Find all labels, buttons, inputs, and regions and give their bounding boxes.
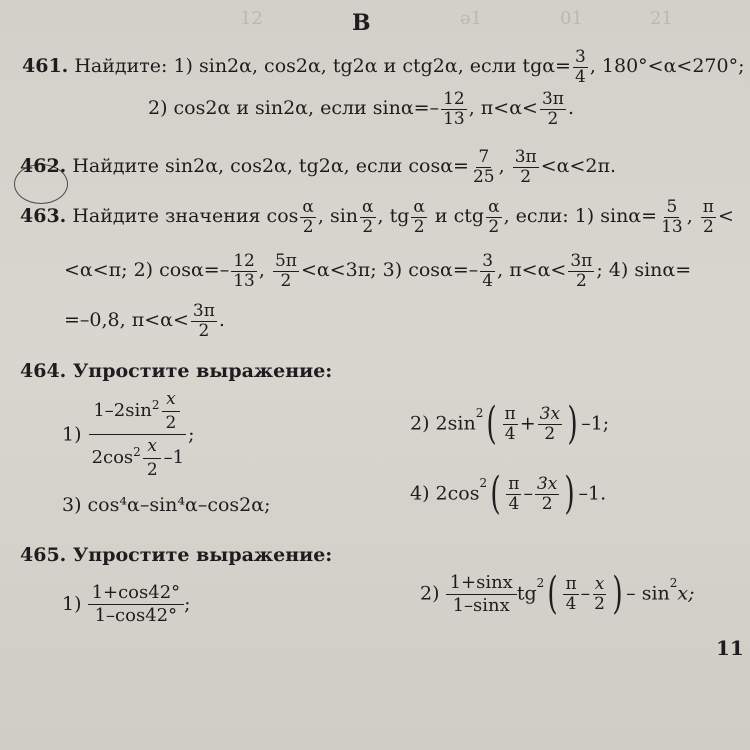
problem-464-item-4: 4) $2\cos^2$( $\frac{\pi}{4}$ – $\frac{3x}{2}$ ) –1.: [410, 468, 607, 519]
expression-fraction: $\frac{1+\cos 42^\circ}{1-\cos 42^\circ}$: [88, 584, 185, 625]
problem-465-title: 465. Упростите выражение:: [20, 544, 333, 566]
problem-number: 463.: [20, 205, 67, 228]
fraction: $\frac{x}{2}$: [594, 573, 605, 614]
fraction: $\frac{\pi}{4}$: [504, 403, 516, 444]
fraction: $\frac{3}{4}$: [574, 47, 586, 87]
problem-465-item-2: 2) $\frac{1+\sin x}{1-\sin x}$ $tg^2$( $\frac{\pi}{4}$ – $\frac{x}{2}$ ) – $\sin^2x$;: [420, 568, 695, 619]
problem-464-item-3: 3) cos⁴α–sin⁴α–cos2α;: [62, 494, 271, 516]
problem-text: Найдите: 1) sin2α, cos2α, tg2α и ctg2α, если tgα=: [74, 55, 571, 78]
fraction: $\frac{\pi}{2}$: [702, 197, 714, 237]
problem-number: 461.: [22, 55, 69, 78]
fraction: $\frac{3x}{2}$: [539, 403, 561, 444]
fraction: $\frac{\alpha}{2}$: [362, 197, 374, 237]
fraction: $\frac{3\pi}{2}$: [541, 89, 564, 129]
problem-463-line-2: <α<π; 2) cosα=– $\frac{12}{13}$ , $\frac{5\pi}{2}$ <α<3π; 3) cosα=– $\frac{3}{4}$ , π<α< $\frac{3\pi}{2}$ ; 4) sinα=: [64, 251, 692, 291]
fraction: $\frac{\pi}{4}$: [508, 473, 520, 514]
problem-number: 462.: [20, 155, 67, 178]
problem-464-title: 464. Упростите выражение:: [20, 360, 333, 382]
bleed-through-text: 01: [560, 8, 583, 29]
fraction: $\frac{3\pi}{2}$: [514, 147, 537, 187]
problem-462-line: 462. Найдите sin2α, cos2α, tg2α, если cosα= $\frac{7}{25}$ , $\frac{3\pi}{2}$ <α<2π.: [20, 147, 617, 187]
fraction: $\frac{3x}{2}$: [536, 473, 558, 514]
problem-464-item-2: 2) $2\sin^2$( $\frac{\pi}{4}$ + $\frac{3x}{2}$ ) –1;: [410, 398, 610, 449]
problem-461-line-2: 2) cos2α и sin2α, если sinα=– $\frac{12}{13}$ , π<α< $\frac{3\pi}{2}$ .: [148, 89, 575, 129]
fraction: $\frac{\pi}{4}$: [565, 573, 577, 614]
fraction: $\frac{\alpha}{2}$: [413, 197, 425, 237]
fraction: $\frac{3\pi}{2}$: [570, 251, 593, 291]
problem-text: , 180°<α<270°;: [589, 55, 745, 78]
problem-text: , π<α<: [468, 97, 538, 120]
fraction: $\frac{5\pi}{2}$: [274, 251, 297, 291]
problem-text: Найдите sin2α, cos2α, tg2α, если cosα=: [72, 155, 469, 178]
expression-fraction: $1-2\sin^2$ $\frac{x}{2}$ $2\cos^2$ $\frac{x}{2}$ –1: [88, 390, 189, 480]
problem-463-line-1: 463. Найдите значения cos $\frac{\alpha}{2}$ , sin $\frac{\alpha}{2}$ , tg $\frac{\alpha}{2}$ и ctg $\frac{\alpha}{2}$ , если: 1) sinα= $\frac{5}{13}$ , $\frac{\pi}{2}$ <: [20, 197, 734, 237]
bleed-through-text: 21: [650, 8, 673, 29]
fraction: $\frac{12}{13}$: [233, 251, 255, 291]
bleed-through-text: 12: [240, 8, 263, 29]
expression-fraction: $\frac{1+\sin x}{1-\sin x}$: [446, 574, 517, 615]
section-letter: В: [352, 10, 371, 36]
problem-464-item-1: 1) $1-2\sin^2$ $\frac{x}{2}$ $2\cos^2$ $\frac{x}{2}$ –1 ;: [62, 389, 195, 481]
problem-text: 2) cos2α и sin2α, если sinα=–: [148, 97, 440, 120]
fraction: $\frac{7}{25}$: [472, 147, 495, 187]
fraction: $\frac{3\pi}{2}$: [192, 301, 215, 341]
fraction: $\frac{5}{13}$: [661, 197, 683, 237]
problem-465-item-1: 1) $\frac{1+\cos 42^\circ}{1-\cos 42^\circ}$ ;: [62, 582, 191, 626]
problem-463-line-3: =–0,8, π<α< $\frac{3\pi}{2}$ .: [64, 301, 225, 341]
bleed-through-text: ə1: [460, 8, 483, 29]
fraction: $\frac{\alpha}{2}$: [302, 197, 314, 237]
fraction: $\frac{12}{13}$: [443, 89, 465, 129]
fraction: $\frac{\alpha}{2}$: [488, 197, 500, 237]
problem-text: <α<2π.: [540, 155, 617, 178]
problem-461-line-1: [22, 48, 745, 86]
page-number: 11: [716, 636, 744, 660]
fraction: $\frac{3}{4}$: [482, 251, 494, 291]
